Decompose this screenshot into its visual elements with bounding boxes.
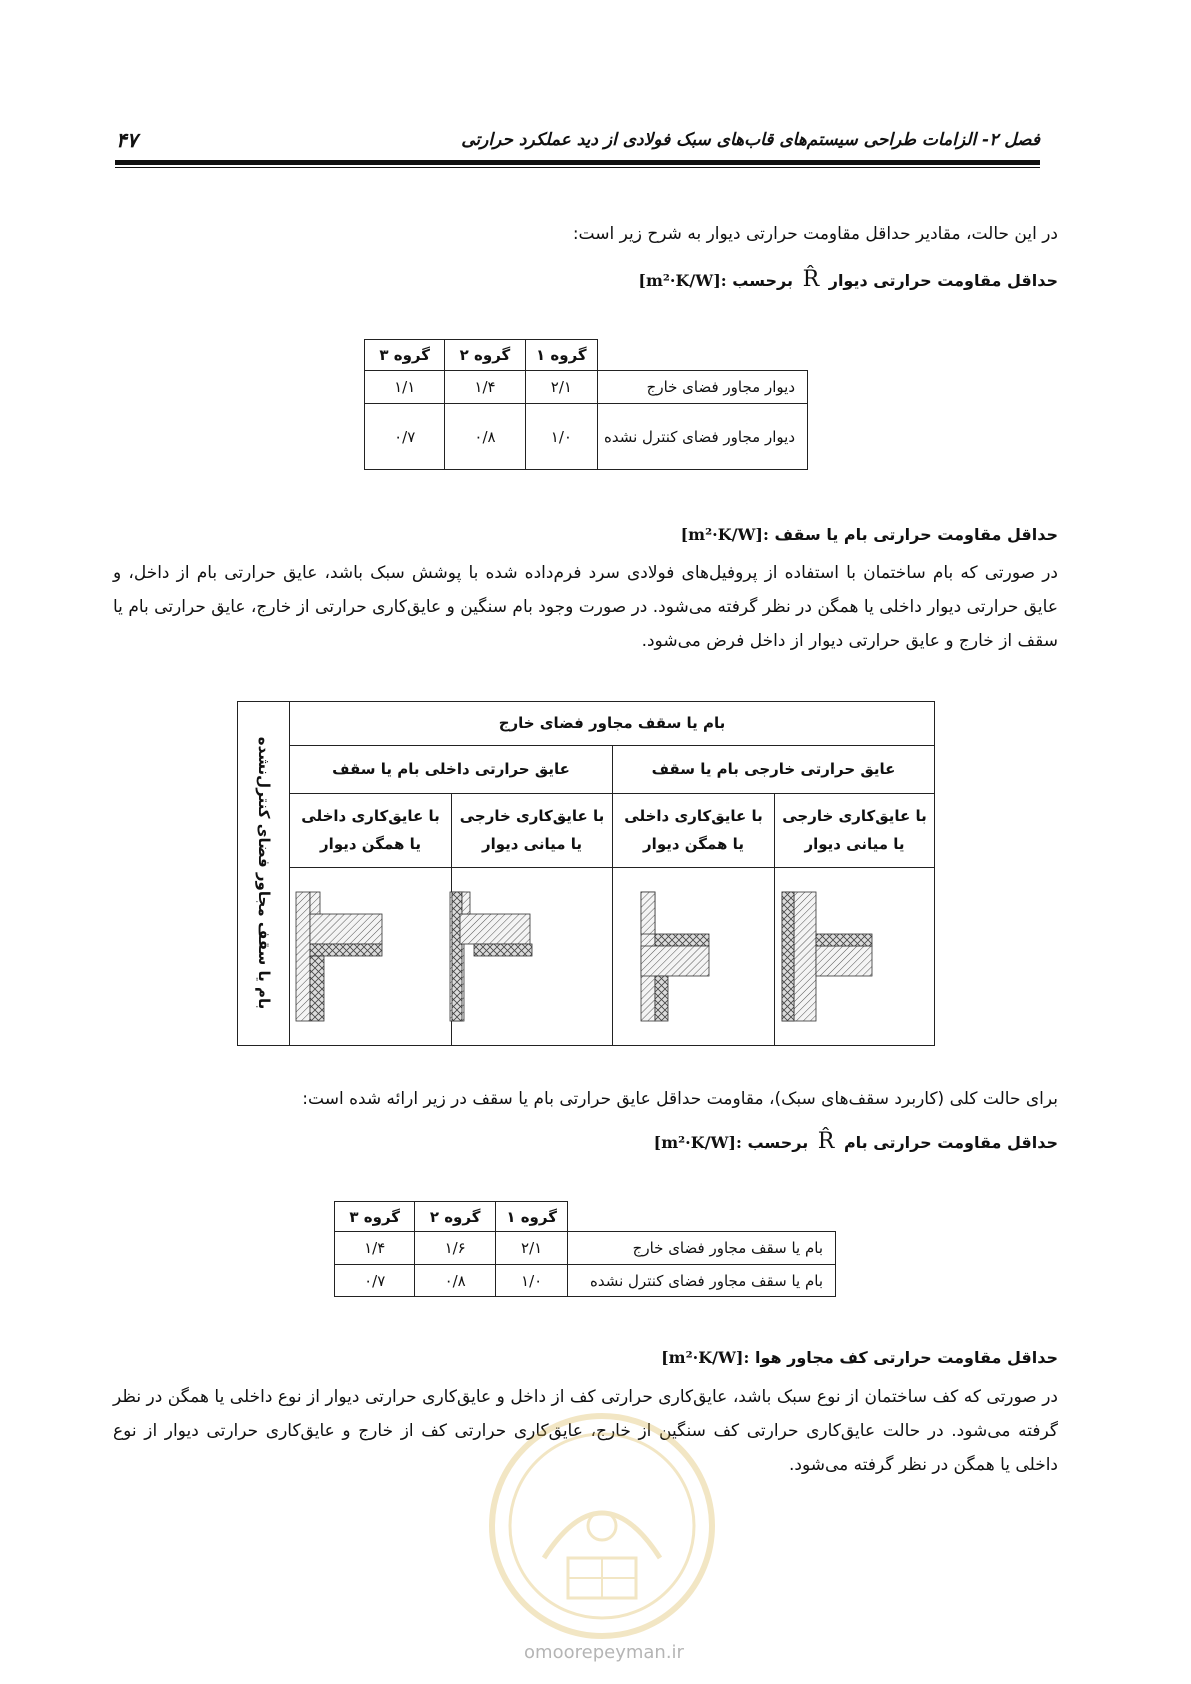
roof-resistance-heading: [400, 521, 1058, 549]
row-label: بام یا سقف مجاور فضای کنترل نشده: [568, 1265, 836, 1297]
row-label: دیوار مجاور فضای کنترل نشده: [598, 404, 808, 470]
roof-table-heading: [400, 1128, 1058, 1157]
roof-resistance-table: [334, 1201, 836, 1297]
chapter-title: فصل ۲- الزامات طراحی سیستم‌های قاب‌های سبک فولادی از دید عملکرد حرارتی: [461, 130, 1040, 150]
intro-line: در این حالت، مقادیر حداقل مقاومت حرارتی دیوار به شرح زیر است:: [572, 224, 1058, 244]
heading-prefix: حداقل مقاومت حرارتی دیوار: [828, 271, 1058, 290]
detail-external-roof-external-wall: [782, 892, 872, 1021]
r-hat-symbol: R̂: [802, 267, 820, 292]
table-row: [335, 1232, 836, 1265]
table-cell: ۱/۴: [335, 1232, 415, 1265]
table-cell: ۱/۶: [415, 1232, 495, 1265]
header-group-3: گروه ۳: [365, 340, 445, 371]
column-header: با عایق‌کاری داخلی یا همگن دیوار: [301, 807, 440, 853]
wall-resistance-heading: [400, 266, 1058, 295]
row-label: بام یا سقف مجاور فضای خارج: [568, 1232, 836, 1265]
heading-prefix: حداقل مقاومت حرارتی بام یا سقف: [774, 525, 1058, 544]
column-header: با عایق‌کاری خارجی یا میانی دیوار: [459, 807, 605, 853]
column-header: با عایق‌کاری خارجی یا میانی دیوار: [782, 807, 927, 853]
heading-suffix: برحسب: [732, 271, 793, 290]
roof-insulation-figure-table: [237, 701, 935, 1046]
detail-external-roof-internal-wall: [641, 892, 709, 1021]
table-row: [335, 1265, 836, 1297]
heading-prefix: حداقل مقاومت حرارتی کف مجاور هوا: [754, 1348, 1058, 1367]
header-rule-thin: [115, 167, 1040, 168]
group-external-roof: عایق حرارتی خارجی بام یا سقف: [651, 760, 896, 778]
table-cell: ۰/۷: [365, 404, 445, 470]
watermark-url: omoorepeyman.ir: [524, 1642, 684, 1663]
header-group-2: گروه ۲: [415, 1202, 495, 1232]
detail-internal-roof-internal-wall: [296, 892, 382, 1021]
heading-suffix: برحسب: [747, 1133, 809, 1152]
header-group-1: گروه ۱: [495, 1202, 568, 1232]
header-group-1: گروه ۱: [525, 340, 597, 371]
group-internal-roof: عایق حرارتی داخلی بام یا سقف: [332, 760, 570, 778]
header-group-3: گروه ۳: [335, 1202, 415, 1232]
side-label: بام یا سقف مجاور فضای کنترل‌نشده: [255, 736, 273, 1010]
r-hat-symbol: R̂: [817, 1129, 835, 1154]
unit-label: [m²·K/W]:: [680, 525, 769, 544]
header-rule: [115, 160, 1040, 165]
table-row: [365, 404, 808, 470]
watermark-seal-icon: [484, 1408, 720, 1644]
table-cell: ۰/۸: [415, 1265, 495, 1297]
table-cell: ۰/۷: [335, 1265, 415, 1297]
unit-label: [m²·K/W]:: [661, 1348, 750, 1367]
table-cell: ۲/۱: [525, 371, 597, 404]
heading-prefix: حداقل مقاومت حرارتی بام: [843, 1133, 1058, 1152]
wall-resistance-table: [364, 339, 808, 470]
general-line: برای حالت کلی (کاربرد سقف‌های سبک)، مقاومت حداقل عایق حرارتی بام یا سقف در زیر ارائه شده است:: [302, 1089, 1058, 1109]
unit-label: [m²·K/W]:: [638, 271, 727, 290]
table-cell: ۱/۴: [445, 371, 525, 404]
table-row: [365, 371, 808, 404]
unit-label: [m²·K/W]:: [653, 1133, 742, 1152]
page-number: ۴۷: [116, 128, 138, 152]
table-cell: ۱/۱: [365, 371, 445, 404]
floor-paragraph: در صورتی که کف ساختمان از نوع سبک باشد، عایق‌کاری حرارتی کف از داخل و عایق‌کاری حرارتی دیوار از نوع داخلی یا همگن در نظر گرفته می‌شود. در حالت عایق‌کاری حرارتی کف سنگین از خارج، عایق‌کاری حرارتی کف از خارج و عایق‌کاری حرارتی دیوار از نوع داخلی یا همگن در نظر گرفته می‌شود.: [113, 1387, 1058, 1475]
table-cell: ۰/۸: [445, 404, 525, 470]
floor-resistance-heading: [400, 1344, 1058, 1372]
column-header: با عایق‌کاری داخلی یا همگن دیوار: [624, 807, 763, 853]
table-cell: ۱/۰: [495, 1265, 568, 1297]
figure-title: بام یا سقف مجاور فضای خارج: [498, 714, 726, 732]
detail-drawings: [238, 702, 934, 1045]
table-cell: ۱/۰: [525, 404, 597, 470]
header-group-2: گروه ۲: [445, 340, 525, 371]
table-cell: ۲/۱: [495, 1232, 568, 1265]
roof-paragraph: در صورتی که بام ساختمان با استفاده از پروفیل‌های فولادی سرد فرم‌داده شده با پوشش سبک باشد، عایق حرارتی بام از داخل، و عایق حرارتی دیوار داخلی یا همگن در نظر گرفته می‌شود. در صورت وجود بام سنگین و عایق‌کاری حرارتی از خارج، عایق حرارتی بام یا سقف از خارج و عایق حرارتی دیوار از داخل فرض می‌شود.: [113, 563, 1058, 651]
detail-internal-roof-external-wall: [450, 892, 532, 1021]
row-label: دیوار مجاور فضای خارج: [598, 371, 808, 404]
